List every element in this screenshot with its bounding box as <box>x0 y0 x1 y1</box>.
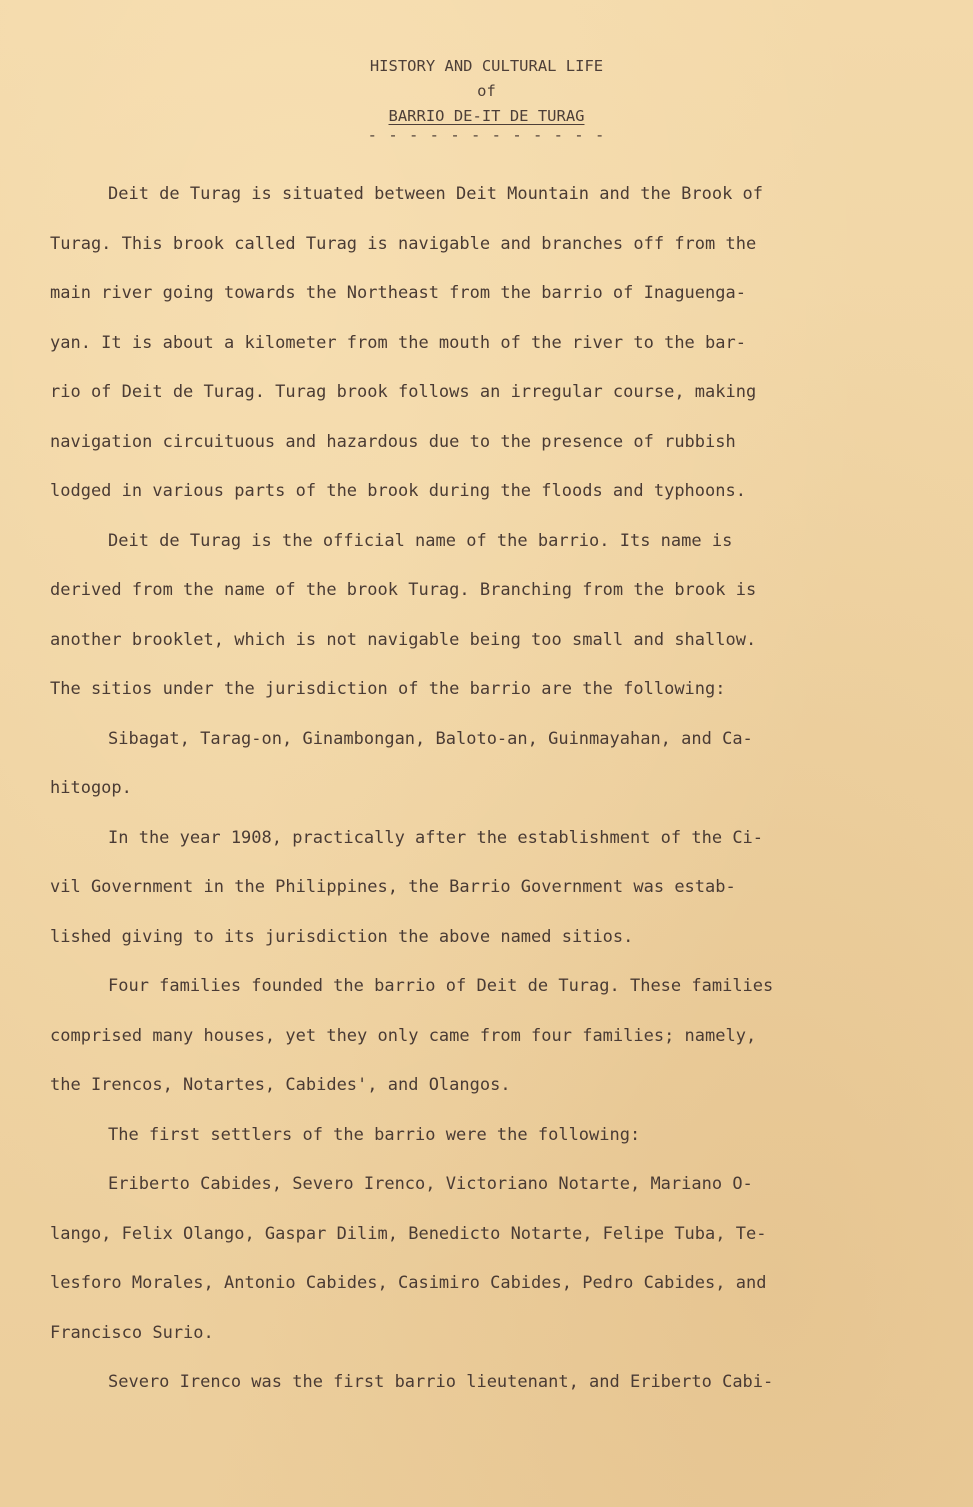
text-line: navigation circuituous and hazardous due to the presence of rubbish <box>50 431 736 452</box>
text-line: Turag. This brook called Turag is navigable and branches off from the <box>50 233 757 254</box>
document-title <box>0 54 973 144</box>
title-line-1: HISTORY AND CULTURAL LIFE <box>369 57 604 75</box>
text-line: The sitios under the jurisdiction of the barrio are the following: <box>50 679 726 699</box>
text-line: rio of Deit de Turag. Turag brook follows an irregular course, making <box>50 382 757 402</box>
text-line: yan. It is about a kilometer from the mouth of the river to the bar- <box>50 332 746 353</box>
document-body <box>50 170 930 1408</box>
text-line: the Irencos, Notartes, Cabides', and Olangos. <box>50 1075 511 1095</box>
title-line-2: of <box>477 82 496 100</box>
text-line: Severo Irenco was the first barrio lieutenant, and Eriberto Cabi- <box>108 1372 774 1392</box>
text-line: Deit de Turag is the official name of the barrio. Its name is <box>108 530 733 551</box>
text-line: hitogop. <box>50 778 132 798</box>
text-line: Four families founded the barrio of Deit de Turag. These families <box>108 976 774 996</box>
text-line: lango, Felix Olango, Gaspar Dilim, Benedicto Notarte, Felipe Tuba, Te- <box>50 1223 767 1244</box>
text-line: Sibagat, Tarag-on, Ginambongan, Baloto-an, Guinmayahan, and Ca- <box>108 728 753 749</box>
text-line: Eriberto Cabides, Severo Irenco, Victoriano Notarte, Mariano O- <box>108 1174 753 1194</box>
title-rule: - - - - - - - - - - - - <box>367 126 606 144</box>
text-line: The first settlers of the barrio were the following: <box>108 1124 641 1145</box>
text-line: derived from the name of the brook Turag. Branching from the brook is <box>50 580 757 600</box>
text-line: Deit de Turag is situated between Deit Mountain and the Brook of <box>108 184 764 204</box>
title-line-3: BARRIO DE-IT DE TURAG <box>388 107 585 125</box>
text-line: Francisco Surio. <box>50 1322 214 1343</box>
text-line: main river going towards the Northeast from the barrio of Inaguenga- <box>50 283 746 303</box>
text-line: comprised many houses, yet they only came from four families; namely, <box>50 1025 757 1046</box>
text-line: lesforo Morales, Antonio Cabides, Casimiro Cabides, Pedro Cabides, and <box>50 1273 767 1293</box>
text-line: lodged in various parts of the brook during the floods and typhoons. <box>50 481 746 501</box>
text-line: another brooklet, which is not navigable being too small and shallow. <box>50 629 757 650</box>
text-line: lished giving to its jurisdiction the above named sitios. <box>50 926 634 947</box>
text-line: vil Government in the Philippines, the Barrio Government was estab- <box>50 877 736 897</box>
text-line: In the year 1908, practically after the establishment of the Ci- <box>108 827 764 848</box>
